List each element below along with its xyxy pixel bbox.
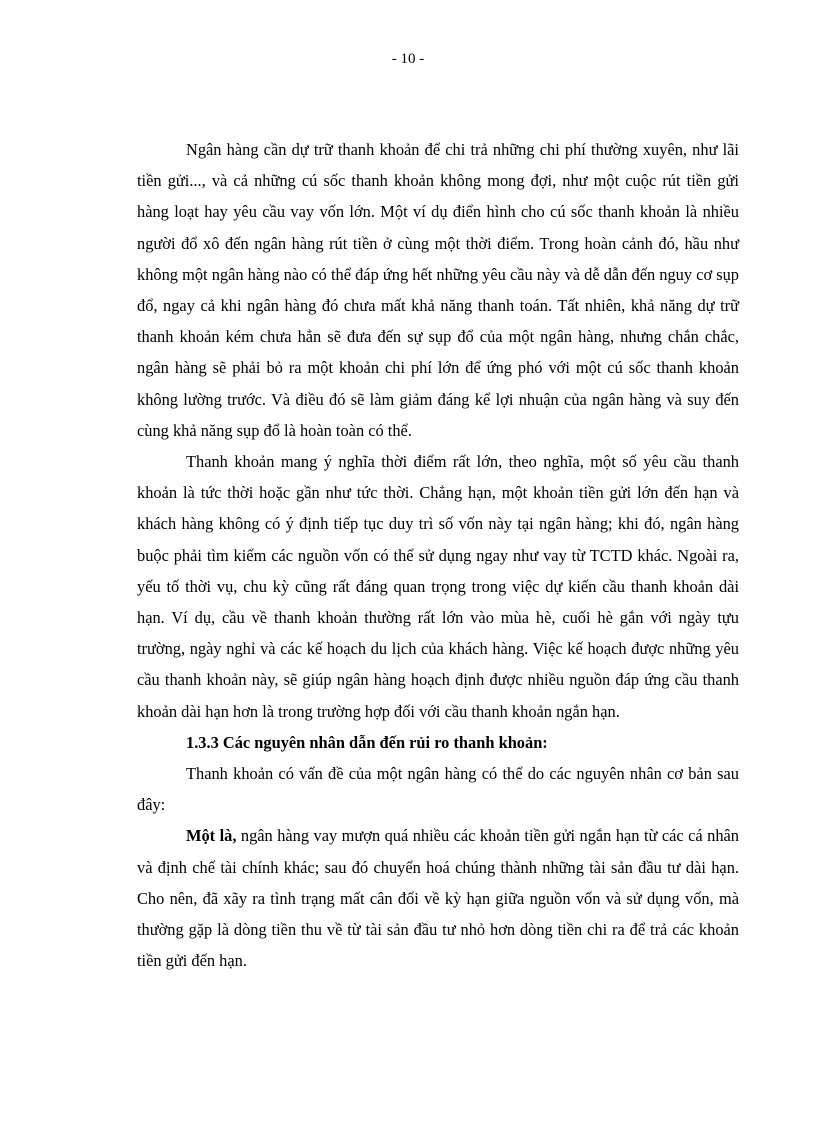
section-heading: 1.3.3 Các nguyên nhân dẫn đến rủi ro thanh khoản: [186, 732, 548, 752]
paragraph-first-cause [137, 820, 739, 976]
paragraph-causes-intro: Thanh khoản có vấn đề của một ngân hàng có thể do các nguyên nhân cơ bản sau đây: [137, 764, 739, 815]
paragraph-liquidity-timing: Thanh khoản mang ý nghĩa thời điểm rất lớn, theo nghĩa, một số yêu cầu thanh khoản là tức thời hoặc gần như tức thời. Chẳng hạn, một khoản tiền gửi lớn đến hạn và khách hàng không có ý định tiếp tục duy trì số vốn này tại ngân hàng; khi đó, ngân hàng buộc phải tìm kiếm các nguồn vốn có thể sử dụng ngay như vay từ TCTD khác. Ngoài ra, yếu tố thời vụ, chu kỳ cũng rất đáng quan trọng trong việc dự kiến cầu thanh khoản dài hạn. Ví dụ, cầu về thanh khoản thường rất lớn vào mùa hè, cuối hè gắn với ngày tựu trường, ngày nghỉ và các kế hoạch du lịch của khách hàng. Việc kế hoạch được những yêu cầu thanh khoản này, sẽ giúp ngân hàng hoạch định được nhiều nguồn đáp ứng cầu thanh khoản dài hạn hơn là trong trường hợp đối với cầu thanh khoản ngắn hạn. [137, 452, 739, 721]
document-body [137, 134, 739, 976]
first-cause-lead: Một là, [186, 826, 237, 846]
first-cause-body: ngân hàng vay mượn quá nhiều các khoản tiền gửi ngắn hạn từ các cá nhân và định chế tài chính khác; sau đó chuyển hoá chúng thành những tài sản đầu tư dài hạn. Cho nên, đã xãy ra tình trạng mất cân đối về kỳ hạn giữa nguồn vốn và sử dụng vốn, mà thường gặp là dòng tiền thu về từ tài sản đầu tư nhỏ hơn dòng tiền chi ra để trả các khoản tiền gửi đến hạn. [137, 826, 739, 971]
page-number: - 10 - [391, 51, 425, 67]
paragraph-liquidity-reserve: Ngân hàng cần dự trữ thanh khoản để chi trả những chi phí thường xuyên, như lãi tiền gửi..., và cả những cú sốc thanh khoản không mong đợi, như một cuộc rút tiền gửi hàng loạt hay yêu cầu vay vốn lớn. Một ví dụ điển hình cho cú sốc thanh khoản là nhiều người đổ xô đến ngân hàng rút tiền ở cùng một thời điểm. Trong hoàn cảnh đó, hầu như không một ngân hàng nào có thể đáp ứng hết những yêu cầu này và dễ dẫn đến nguy cơ sụp đổ, ngay cả khi ngân hàng đó chưa mất khả năng thanh toán. Tất nhiên, khả năng dự trữ thanh khoản kém chưa hẳn sẽ đưa đến sự sụp đổ của một ngân hàng, nhưng chắn chắc, ngân hàng sẽ phải bỏ ra một khoản chi phí lớn để ứng phó với một cú sốc thanh khoản không lường trước. Và điều đó sẽ làm giảm đáng kể lợi nhuận của ngân hàng và suy đến cùng khả năng sụp đổ là hoàn toàn có thể. [137, 140, 739, 440]
